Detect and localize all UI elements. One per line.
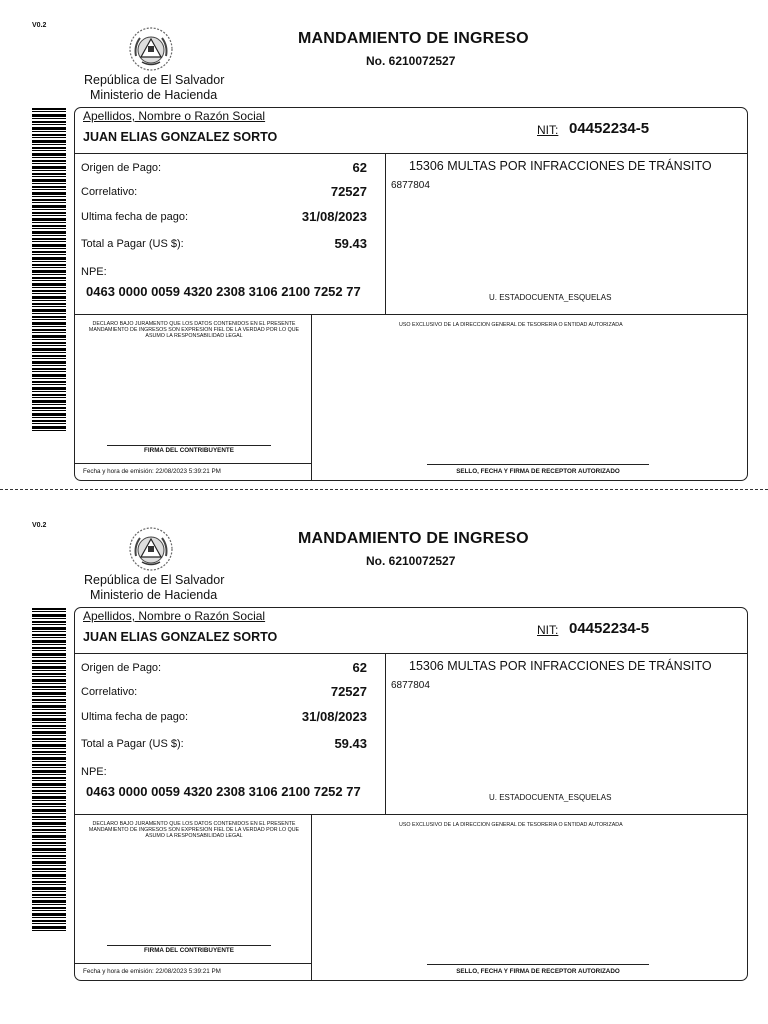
origen-label: Origen de Pago: [81, 662, 162, 674]
correlativo-label: Correlativo: [81, 186, 138, 198]
form-number: No. 6210072527 [366, 554, 456, 568]
nit-label: NIT: [537, 123, 559, 137]
reference-number: 6877804 [391, 180, 430, 191]
emission-timestamp: Fecha y hora de emisión: 22/08/2023 5:39:21 PM [83, 468, 221, 475]
form-number: No. 6210072527 [366, 54, 456, 68]
unit-label: U. ESTADOCUENTA_ESQUELAS [489, 793, 612, 802]
form-title: MANDAMIENTO DE INGRESO [298, 30, 529, 47]
republic-label: República de El Salvador [84, 573, 225, 587]
name-label: Apellidos, Nombre o Razón Social [83, 109, 266, 123]
total-label: Total a Pagar (US $): [81, 738, 184, 750]
correlativo-value: 72527 [330, 684, 367, 699]
reference-number: 6877804 [391, 680, 430, 691]
total-value: 59.43 [334, 236, 367, 251]
fecha-label: Ultima fecha de pago: [81, 711, 189, 723]
form-title: MANDAMIENTO DE INGRESO [298, 530, 529, 547]
form-box [74, 107, 748, 481]
cut-line [0, 489, 768, 490]
npe-value: 0463 0000 0059 4320 2308 3106 2100 7252 77 [86, 284, 361, 299]
unit-label: U. ESTADOCUENTA_ESQUELAS [489, 293, 612, 302]
total-value: 59.43 [334, 736, 367, 751]
taxpayer-name: JUAN ELIAS GONZALEZ SORTO [83, 630, 278, 644]
barcode [32, 608, 66, 932]
version-label: V0.2 [32, 22, 47, 29]
correlativo-label: Correlativo: [81, 686, 138, 698]
origen-value: 62 [352, 160, 367, 175]
coat-of-arms-icon [128, 526, 174, 572]
version-label: V0.2 [32, 522, 47, 529]
total-label: Total a Pagar (US $): [81, 238, 184, 250]
concept-text: 15306 MULTAS POR INFRACCIONES DE TRÁNSITO [409, 659, 712, 673]
fecha-label: Ultima fecha de pago: [81, 211, 189, 223]
npe-label: NPE: [81, 766, 107, 778]
signature-label: FIRMA DEL CONTRIBUYENTE [144, 947, 234, 954]
coat-of-arms-icon [128, 26, 174, 72]
exclusive-use-text: USO EXCLUSIVO DE LA DIRECCION GENERAL DE TESORERIA O ENTIDAD AUTORIZADA [399, 322, 623, 328]
fecha-value: 31/08/2023 [301, 209, 367, 224]
nit-value: 04452234-5 [569, 120, 650, 137]
exclusive-use-text: USO EXCLUSIVO DE LA DIRECCION GENERAL DE TESORERIA O ENTIDAD AUTORIZADA [399, 822, 623, 828]
republic-label: República de El Salvador [84, 73, 225, 87]
voucher-copy-1 [0, 0, 768, 490]
declaration-text: DECLARO BAJO JURAMENTO QUE LOS DATOS CONTENIDOS EN EL PRESENTE MANDAMIENTO DE INGRESOS SON EXPRESION FIEL DE LA VERDAD POR LO QUE ASUMO LA RESPONSABILIDAD LEGAL [88, 321, 300, 340]
name-label: Apellidos, Nombre o Razón Social [83, 609, 266, 623]
fecha-value: 31/08/2023 [301, 709, 367, 724]
stamp-label: SELLO, FECHA Y FIRMA DE RECEPTOR AUTORIZADO [456, 468, 620, 475]
origen-value: 62 [352, 660, 367, 675]
declaration-text: DECLARO BAJO JURAMENTO QUE LOS DATOS CONTENIDOS EN EL PRESENTE MANDAMIENTO DE INGRESOS SON EXPRESION FIEL DE LA VERDAD POR LO QUE ASUMO LA RESPONSABILIDAD LEGAL [88, 821, 300, 840]
origen-label: Origen de Pago: [81, 162, 162, 174]
stamp-label: SELLO, FECHA Y FIRMA DE RECEPTOR AUTORIZADO [456, 968, 620, 975]
signature-label: FIRMA DEL CONTRIBUYENTE [144, 447, 234, 454]
npe-label: NPE: [81, 266, 107, 278]
voucher-copy-2 [0, 500, 768, 990]
emission-timestamp: Fecha y hora de emisión: 22/08/2023 5:39:21 PM [83, 968, 221, 975]
form-box [74, 607, 748, 981]
barcode [32, 108, 66, 432]
nit-label: NIT: [537, 623, 559, 637]
ministry-label: Ministerio de Hacienda [90, 88, 218, 102]
correlativo-value: 72527 [330, 184, 367, 199]
nit-value: 04452234-5 [569, 620, 650, 637]
npe-value: 0463 0000 0059 4320 2308 3106 2100 7252 77 [86, 784, 361, 799]
taxpayer-name: JUAN ELIAS GONZALEZ SORTO [83, 130, 278, 144]
ministry-label: Ministerio de Hacienda [90, 588, 218, 602]
concept-text: 15306 MULTAS POR INFRACCIONES DE TRÁNSITO [409, 159, 712, 173]
